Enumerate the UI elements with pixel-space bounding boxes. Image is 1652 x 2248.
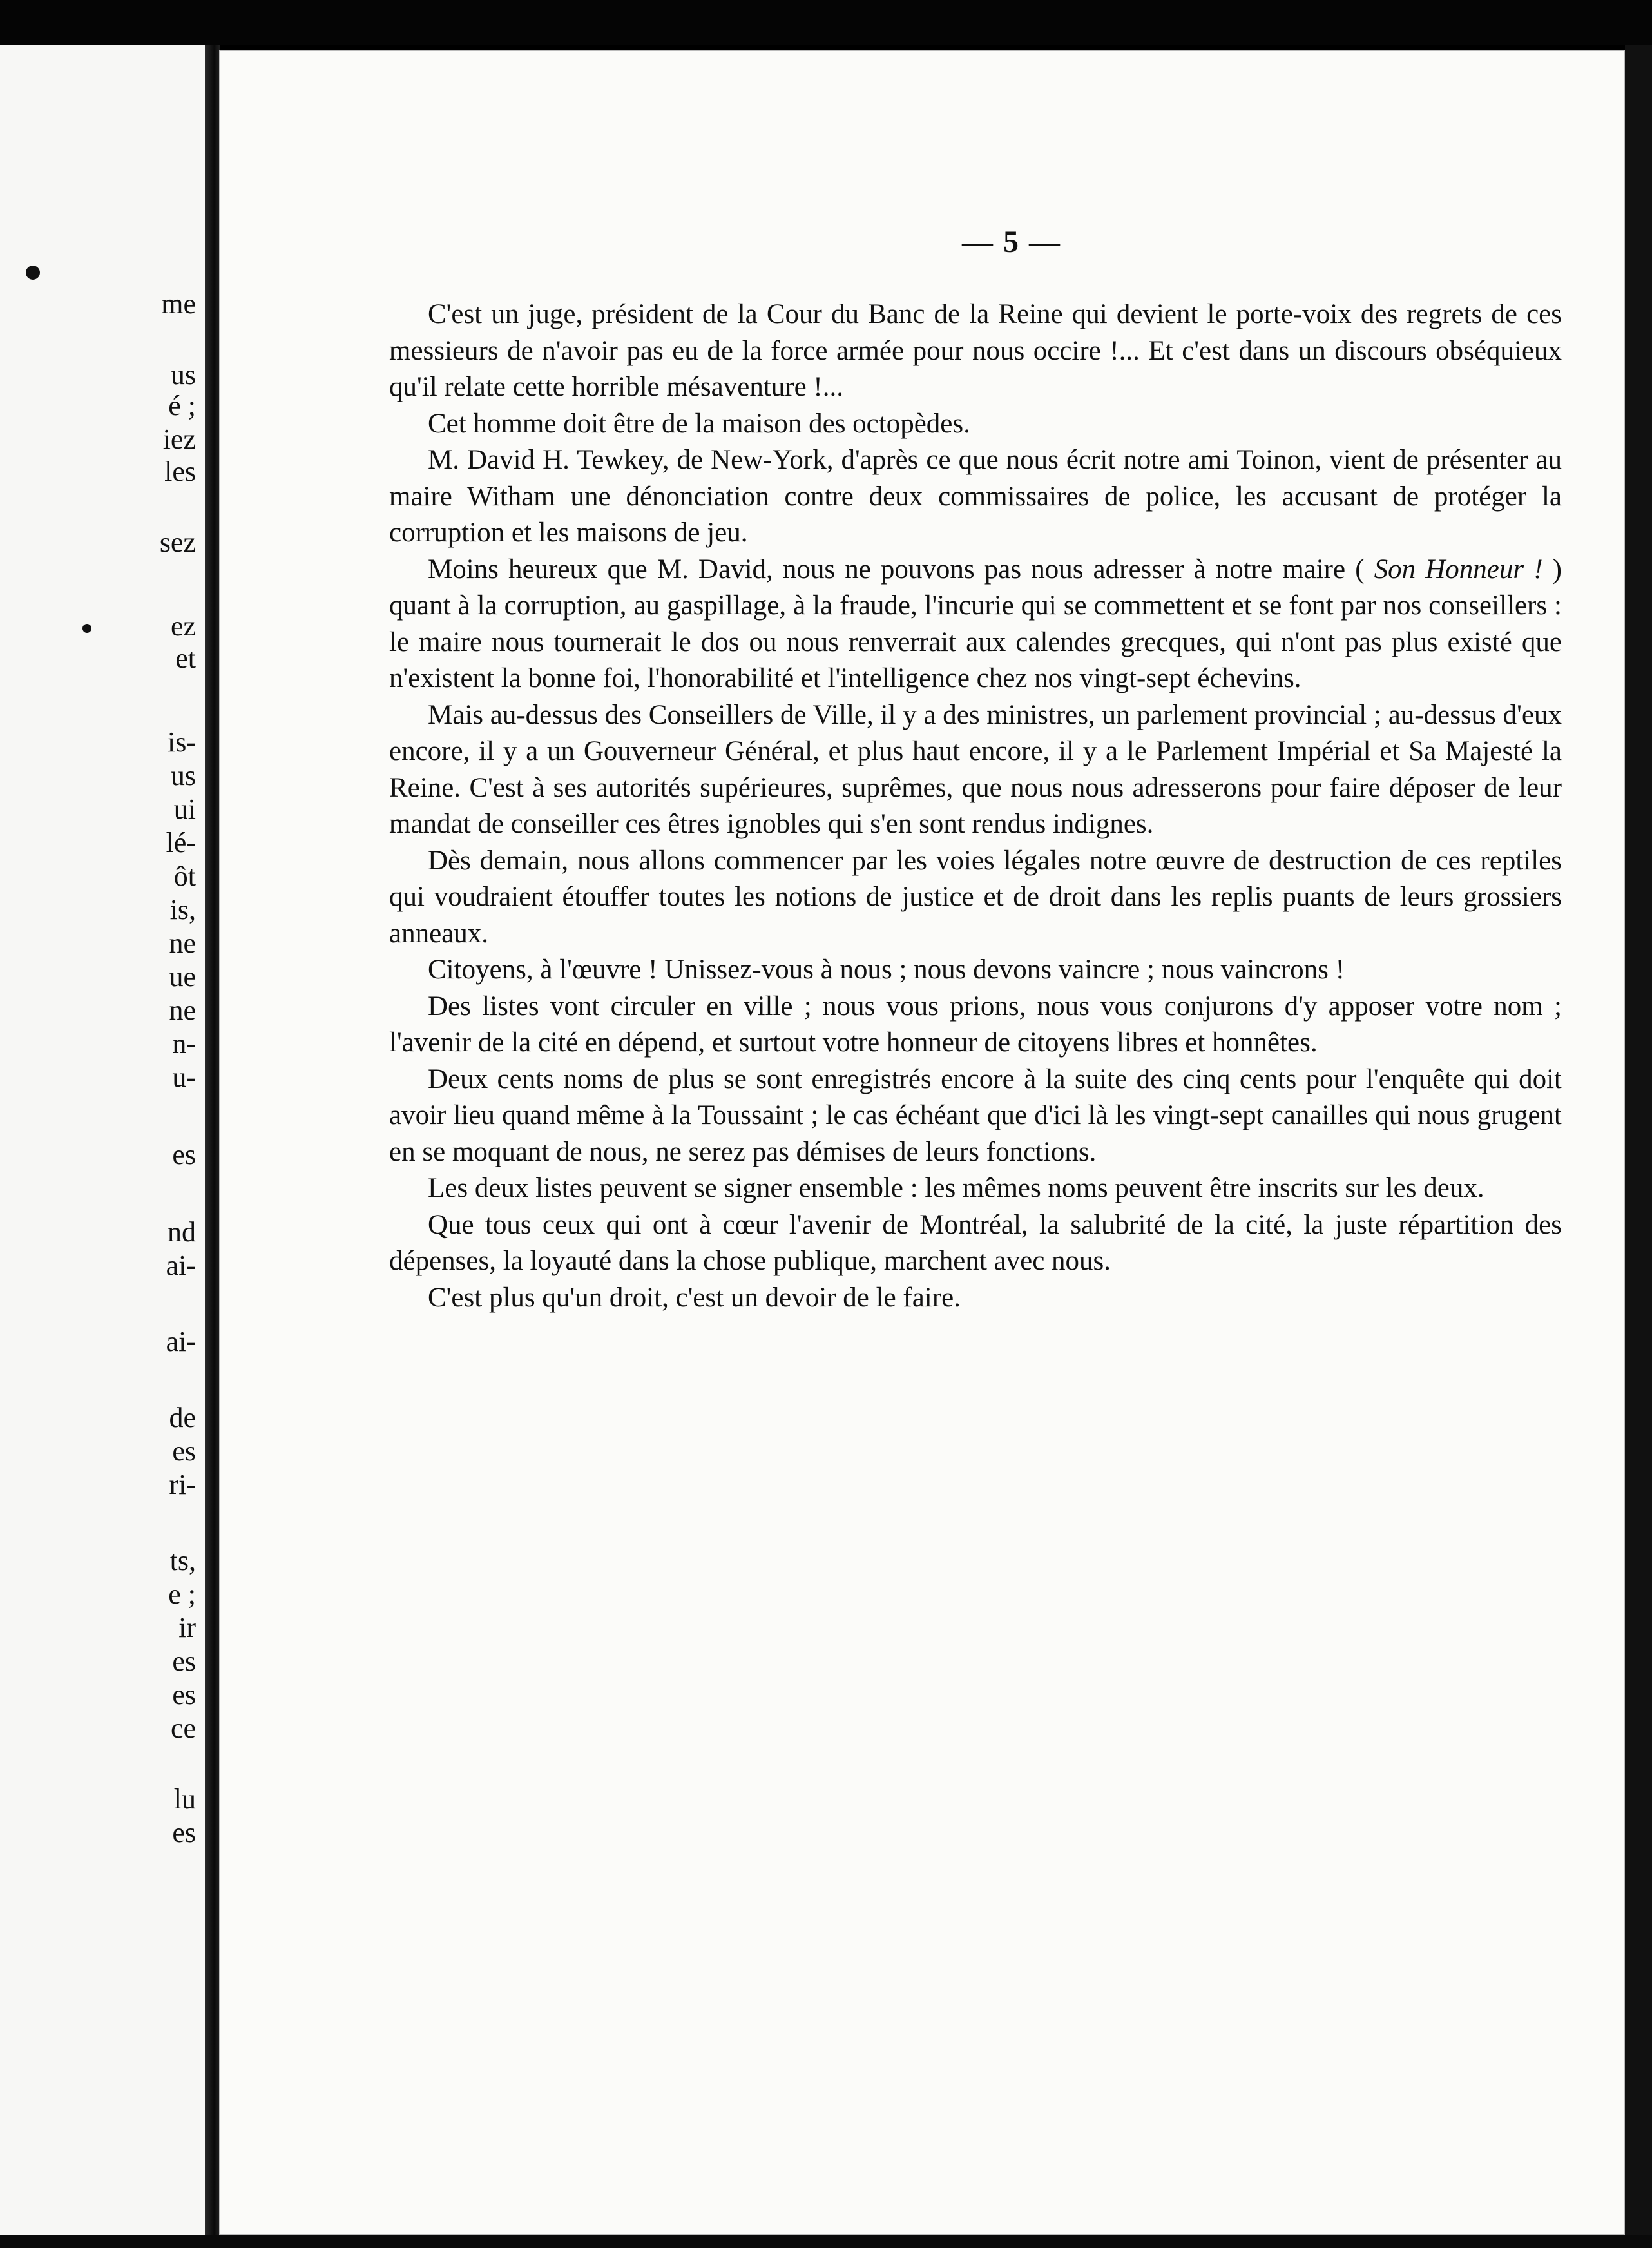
left-fragment: es xyxy=(172,1817,196,1848)
left-fragment: lu xyxy=(173,1783,196,1815)
ink-speck xyxy=(82,624,91,633)
left-fragment: ir xyxy=(178,1612,196,1643)
left-fragment: is, xyxy=(169,894,196,925)
left-fragment: é ; xyxy=(168,390,196,422)
main-page xyxy=(219,50,1625,2235)
left-fragment: nd xyxy=(168,1216,196,1248)
left-fragment: ce xyxy=(170,1712,196,1744)
scan-right-border xyxy=(1625,45,1652,2248)
left-fragment: us xyxy=(170,359,196,391)
paragraph: Moins heureux que M. David, nous ne pouvons pas nous adresser à notre maire ( Son Honneur ! ) quant à la corruption, au gaspillage, à la fraude, l'incurie qui se commettent et se font par nos conseillers : le maire nous tournerait le dos ou nous renverrait aux calendes grecques, qui n'ont pas plus existé que n'existent la bonne foi, l'honorabilité et l'intelligence chez nos vingt-sept échevins. xyxy=(389,554,1562,693)
left-page-edge xyxy=(0,45,205,2236)
paragraph: Dès demain, nous allons commencer par les voies légales notre œuvre de destruction de ces reptiles qui voudraient étouffer toutes les notions de justice et de droit dans les replis puants de leurs grossiers anneaux. xyxy=(389,845,1562,949)
paragraph: Mais au-dessus des Conseillers de Ville, il y a des ministres, un parlement provincial ; au-dessus d'eux encore, il y a un Gouverneur Général, et plus haut encore, il y a le Parlement Impérial et Sa Majesté la Reine. C'est à ses autorités supérieures, suprêmes, que nous nous adresserons pour faire déposer de leur mandat de conseiller ces êtres ignobles qui s'en sont rendus indignes. xyxy=(389,699,1562,839)
paragraph: M. David H. Tewkey, de New-York, d'après ce que nous écrit notre ami Toinon, vient de présenter au maire Witham une dénonciation contre deux commissaires de police, les accusant de protéger la corruption et les maisons de jeu. xyxy=(389,445,1562,548)
paragraph: Les deux listes peuvent se signer ensemble : les mêmes noms peuvent être inscrits sur les deux. xyxy=(428,1173,1484,1203)
left-fragment: et xyxy=(175,643,196,674)
italic-phrase: Son Honneur ! xyxy=(1374,554,1543,585)
paragraph: C'est plus qu'un droit, c'est un devoir de le faire. xyxy=(428,1282,961,1313)
page-number: — 5 — xyxy=(962,225,1061,259)
scan-top-border xyxy=(0,0,1652,45)
left-fragment: les xyxy=(164,456,196,487)
left-fragment: is- xyxy=(168,726,196,758)
left-fragment: lé- xyxy=(166,827,196,858)
paragraph: Cet homme doit être de la maison des octopèdes. xyxy=(428,408,970,439)
article-body xyxy=(389,296,1562,1316)
left-fragment: ri- xyxy=(169,1469,196,1500)
left-fragment: ôt xyxy=(173,860,196,892)
left-fragment: ne xyxy=(169,927,196,959)
paragraph: Des listes vont circuler en ville ; nous vous prions, nous vous conjurons d'y apposer votre nom ; l'avenir de la cité en dépend, et surtout votre honneur de citoyens libres et honnêtes. xyxy=(389,991,1562,1058)
left-fragment: me xyxy=(161,288,196,320)
left-fragment: us xyxy=(170,760,196,791)
left-fragment: ez xyxy=(170,610,196,642)
paragraph: Citoyens, à l'œuvre ! Unissez-vous à nous ; nous devons vaincre ; nous vaincrons ! xyxy=(428,954,1345,985)
ink-speck xyxy=(26,266,40,280)
left-fragment: es xyxy=(172,1645,196,1677)
paragraph: Deux cents noms de plus se sont enregistrés encore à la suite des cinq cents pour l'enquête qui doit avoir lieu quand même à la Toussaint ; le cas échéant que d'ici là les vingt-sept canailles qui nous grugent en se moquant de nous, ne serez pas démises de leurs fonctions. xyxy=(389,1063,1562,1167)
left-fragment: ui xyxy=(173,793,196,825)
paragraph: C'est un juge, président de la Cour du Banc de la Reine qui devient le porte-voix des regrets de ces messieurs de n'avoir pas eu de la force armée pour nous occire !... Et c'est dans un discours obséquieux qu'il relate cette horrible mésaventure !... xyxy=(389,299,1562,402)
left-fragment: ne xyxy=(169,994,196,1026)
left-fragment: u- xyxy=(172,1061,196,1093)
left-fragment: es xyxy=(172,1139,196,1170)
left-fragment: e ; xyxy=(168,1578,196,1610)
paragraph: Que tous ceux qui ont à cœur l'avenir de Montréal, la salubrité de la cité, la juste répartition des dépenses, la loyauté dans la chose publique, marchent avec nous. xyxy=(389,1209,1562,1276)
left-fragment: ts, xyxy=(169,1545,196,1576)
left-fragment: sez xyxy=(159,527,196,558)
scan-bottom-border xyxy=(0,2235,1652,2248)
left-fragment: ai- xyxy=(166,1326,196,1357)
left-fragment: ue xyxy=(169,961,196,993)
left-fragment: es xyxy=(172,1435,196,1467)
left-fragment: es xyxy=(172,1679,196,1710)
left-fragment: ai- xyxy=(166,1250,196,1281)
page-gutter-shadow xyxy=(205,45,220,2236)
left-fragment: n- xyxy=(172,1028,196,1060)
left-fragment: iez xyxy=(162,423,196,455)
left-fragment: de xyxy=(169,1402,196,1433)
